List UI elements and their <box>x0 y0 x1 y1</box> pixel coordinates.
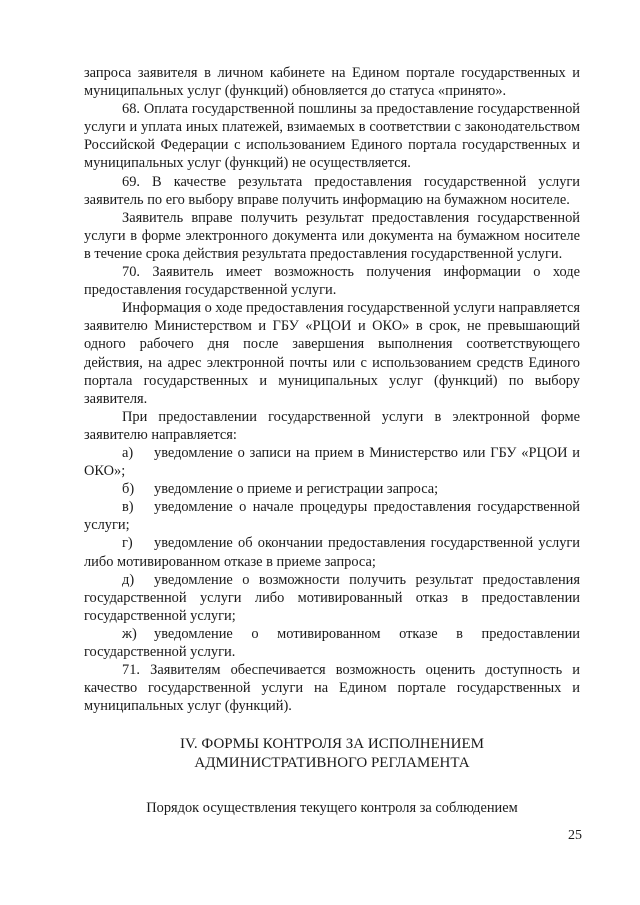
paragraph-continuation: запроса заявителя в личном кабинете на Едином портале государственных и муниципальных услуг (функций) обновляется до статуса «принято». <box>84 65 580 100</box>
paragraph-progress-info: Информация о ходе предоставления государственной услуги направляется заявителю Министерством и ГБУ «РЦОИ и ОКО» в срок, не превышающий одного рабочего дня после завершения выполнения соответствующего действия, на адрес электронной почты или с использованием средств Единого портала государственных и муниципальных услуг (функций) по выбору заявителя. <box>84 300 580 407</box>
list-item-mark: а) <box>122 444 134 461</box>
section-heading-line-1: IV. ФОРМЫ КОНТРОЛЯ ЗА ИСПОЛНЕНИЕМ <box>180 736 484 753</box>
list-item-mark: г) <box>122 535 133 552</box>
list-item-text: уведомление о мотивированном отказе в предоставлении государственной услуги. <box>84 625 580 660</box>
paragraph-electronic-notice: При предоставлении государственной услуги в электронной форме заявителю направляется: <box>84 408 580 443</box>
list-item-text: уведомление о начале процедуры предоставления государственной услуги; <box>84 499 580 534</box>
paragraph-71: 71. Заявителям обеспечивается возможность оценить доступность и качество государственной услуги на Едином портале государственных и муниципальных услуг (функций). <box>84 662 580 715</box>
list-item-text: уведомление об окончании предоставления государственной услуги либо мотивированном отказе в приеме запроса; <box>84 535 580 570</box>
list-item-mark: б) <box>122 481 135 498</box>
list-item-mark: в) <box>122 499 134 516</box>
document-body <box>84 64 580 817</box>
list-item-text: уведомление о приеме и регистрации запроса; <box>154 481 439 498</box>
subsection-heading: Порядок осуществления текущего контроля за соблюдением <box>146 800 518 817</box>
list-item <box>84 625 580 661</box>
paragraph-applicant-right: Заявитель вправе получить результат предоставления государственной услуги в форме электронного документа или документа на бумажном носителе в течение срока действия результата предоставления государственной услуги. <box>84 209 580 262</box>
list-item-text: уведомление о записи на прием в Министерство или ГБУ «РЦОИ и ОКО»; <box>84 444 580 480</box>
list-item <box>84 444 580 480</box>
paragraph-68: 68. Оплата государственной пошлины за предоставление государственной услуги и уплата иных платежей, взимаемых в соответствии с законодательством Российской Федерации с использованием Единого портала государственных и муниципальных услуг (функций) не осуществляется. <box>84 101 580 172</box>
list-item <box>84 498 580 534</box>
paragraph-69: 69. В качестве результата предоставления государственной услуги заявитель по его выбору вправе получить информацию на бумажном носителе. <box>84 173 580 208</box>
list-item <box>84 571 580 625</box>
list-item-mark: ж) <box>122 625 137 642</box>
section-heading-line-2: АДМИНИСТРАТИВНОГО РЕГЛАМЕНТА <box>194 755 470 772</box>
list-item-text: уведомление о возможности получить результат предоставления государственной услуги либо мотивированный отказ в предоставлении государственной услуги; <box>84 571 580 624</box>
list-item <box>84 534 580 570</box>
list-item-mark: д) <box>122 571 135 588</box>
notification-list <box>84 444 580 661</box>
page-number: 25 <box>568 828 582 843</box>
paragraph-70: 70. Заявитель имеет возможность получения информации о ходе предоставления государственной услуги. <box>84 264 580 299</box>
list-item <box>84 480 580 498</box>
section-heading <box>84 735 580 773</box>
